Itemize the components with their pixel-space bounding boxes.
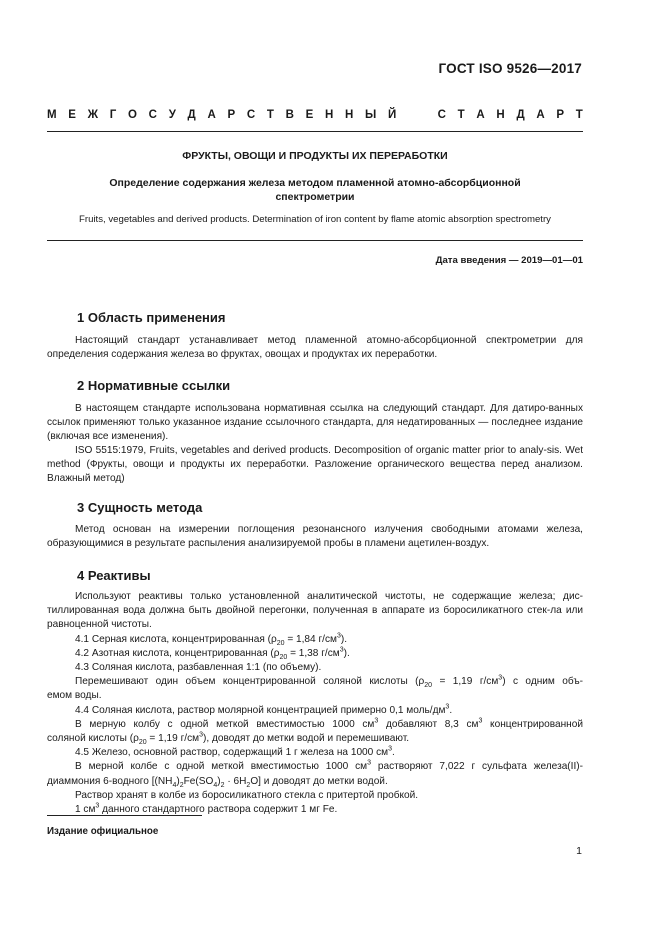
banner-letter: Н (496, 109, 505, 121)
document-subtitle-line1: Определение содержания железа методом пламенной атомно-абсорбционной (109, 177, 521, 189)
title-rule (47, 240, 583, 241)
paragraph-text: В настоящем стандарте использована нормативная ссылка на следующий стандарт. Для датиро-ванных ссылок применяют только указанное издание ссылочного стандарта, для недатированных — последнее издание (включая все изменения). (47, 403, 583, 443)
banner-letter: Н (345, 109, 354, 121)
item-4-1: 4.1 Серная кислота, концентрированная ($\rho_{20} = 1,84$ $г/см^3$). (75, 632, 348, 647)
banner-letter: Р (556, 109, 565, 121)
storage-note: Раствор хранят в колбе из боросиликатного стекла с притертой пробкой. (75, 789, 419, 801)
banner-letter: Д (516, 109, 525, 121)
document-subtitle-line2: спектрометрии (275, 191, 355, 203)
banner-letter: С (246, 109, 256, 121)
paragraph-text: Метод основан на измерении поглощения резонансного излучения свободными атомами железа, образующимися в результате распыления анализируемой пробы в пламени ацетилен-воздух. (47, 524, 583, 550)
banner-letter: А (476, 109, 485, 121)
banner-letter: Т (266, 109, 274, 121)
banner-letter: В (285, 109, 294, 121)
banner-letter: Г (109, 109, 117, 121)
section-2-heading: 2 Нормативные ссылки (77, 378, 231, 393)
section-4-heading: 4 Реактивы (77, 568, 151, 583)
banner-letter: Т (457, 109, 465, 121)
interstate-standard-banner (47, 109, 583, 121)
item-4-3-text: Перемешивают один объем концентрированной соляной кислоты ($\rho_{20} = 1,19$ $г/см^3$) с одним объ- (75, 674, 584, 690)
item-4-3: 4.3 Соляная кислота, разбавленная 1:1 (по объему). (75, 662, 322, 674)
banner-gap (408, 109, 426, 121)
concentration-note: 1 $см^3$ данного стандартного раствора содержит 1 мг Fe. (75, 802, 338, 816)
banner-letter: Е (305, 109, 314, 121)
banner-letter: М (47, 109, 57, 121)
item-4-4-text-cont: соляной кислоты ($\rho_{20} = 1,19$ $г/см^3$), доводят до метки водой и перемешивают. (47, 731, 410, 747)
item-4-4-text: В мерную колбу с одной меткой вместимостью 1000 $см^3$ добавляют 8,3 $см^3$ концентрированной (75, 717, 583, 730)
section-2-paragraph-2 (47, 444, 583, 487)
section-1-paragraph (47, 334, 583, 362)
item-4-4: 4.4 Соляная кислота, раствор молярной концентрацией примерно 0,1 моль/$дм^3$. (75, 703, 453, 716)
paragraph-text: Настоящий стандарт устанавливает метод пламенной атомно-абсорбционной спектрометрии для определения содержания железа во фруктах, овощах и продуктах их переработки. (47, 335, 583, 361)
section-3-paragraph (47, 523, 583, 551)
header-rule (47, 131, 583, 132)
official-edition-label: Издание официальное (47, 826, 159, 837)
banner-letter: Т (575, 109, 583, 121)
introduction-date: Дата введения — 2019—01—01 (435, 255, 583, 266)
item-4-2: 4.2 Азотная кислота, концентрированная ($\rho_{20} = 1,38$ $г/см^3$). (75, 646, 350, 661)
document-title: ФРУКТЫ, ОВОЩИ И ПРОДУКТЫ ИХ ПЕРЕРАБОТКИ (182, 150, 448, 162)
item-4-3-text-cont: емом воды. (47, 690, 102, 702)
english-title: Fruits, vegetables and derived products. Determination of iron content by flame atomic absorption spectrometry (79, 214, 551, 225)
section-2-paragraph-1 (47, 402, 583, 445)
item-4-5-text-cont: диаммония 6-водного $[(NH_4)_2Fe(SO_4)_2 \cdot 6H_2O]$ и доводят до метки водой. (47, 775, 388, 789)
banner-letter: Й (387, 109, 397, 121)
section-1-heading: 1 Область применения (77, 310, 226, 325)
banner-letter: А (207, 109, 216, 121)
banner-letter: Ы (365, 109, 377, 121)
banner-letter: О (128, 109, 137, 121)
paragraph-text: Используют реактивы только установленной аналитической чистоты, не содержащие железа; дис-тиллированная вода должна быть двойной перегонки, полученная в аппарате из боросиликатного стек-ла или равноценной чистоты. (47, 591, 583, 631)
banner-letter: С (148, 109, 157, 121)
banner-letter: С (437, 109, 446, 121)
banner-letter: Д (187, 109, 196, 121)
banner-letter: Р (227, 109, 236, 121)
banner-letter: У (168, 109, 176, 121)
standard-code: ГОСТ ISO 9526—2017 (438, 61, 582, 76)
banner-letter: Ж (87, 109, 99, 121)
banner-letter: Е (68, 109, 76, 121)
banner-letter: А (536, 109, 545, 121)
item-4-5-text: В мерной колбе с одной меткой вместимостью 1000 $см^3$ растворяют 7,022 г сульфата железа(II)- (75, 760, 584, 773)
page-number: 1 (576, 845, 582, 857)
footer-rule (47, 815, 202, 816)
item-4-5: 4.5 Железо, основной раствор, содержащий 1 г железа на 1000 $см^3$. (75, 745, 395, 759)
section-3-heading: 3 Сущность метода (77, 500, 203, 515)
banner-letter: Н (324, 109, 334, 121)
paragraph-text: ISO 5515:1979, Fruits, vegetables and derived products. Decomposition of organic matter prior to analy-sis. Wet method (Фрукты, овощи и продукты их переработки. Разложение органического вещества перед анализом. Влажный метод) (47, 445, 583, 485)
section-4-body (47, 590, 583, 817)
